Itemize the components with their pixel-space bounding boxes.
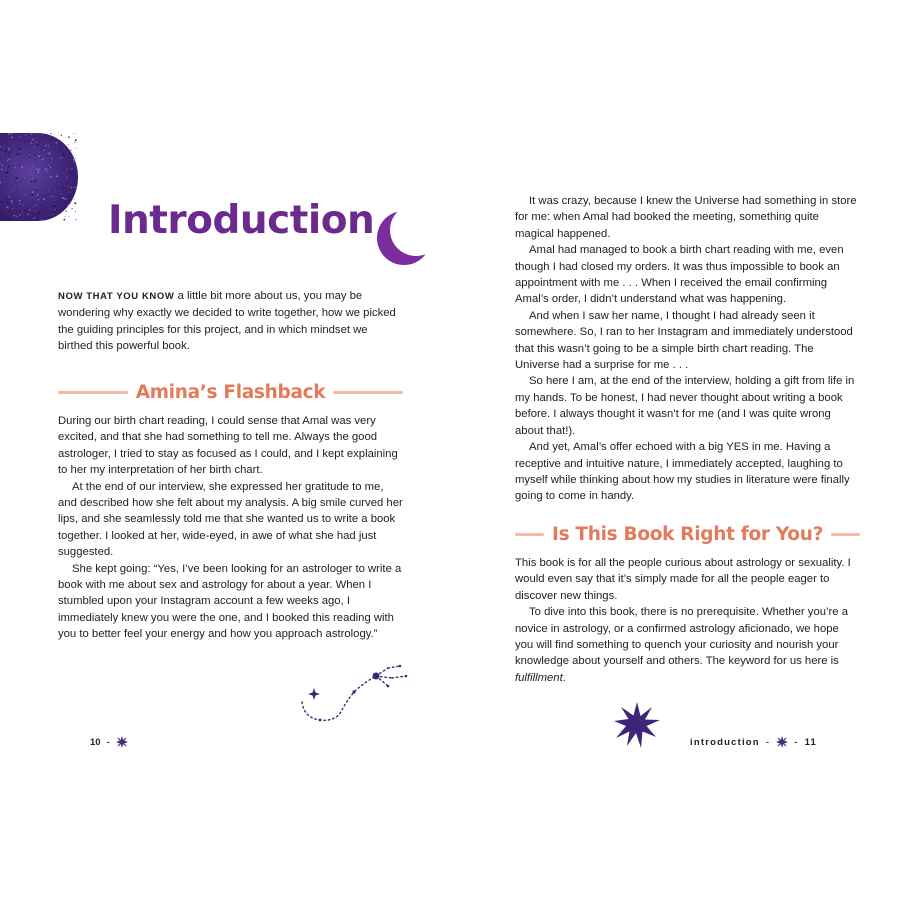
glitter-speck	[7, 207, 9, 209]
glitter-speck	[74, 178, 75, 179]
glitter-speck	[36, 204, 37, 205]
glitter-speck	[71, 208, 73, 210]
glitter-speck	[50, 176, 52, 178]
glitter-speck	[56, 142, 58, 144]
glitter-speck	[38, 169, 40, 171]
glitter-speck	[19, 217, 20, 218]
glitter-speck	[2, 155, 3, 156]
glitter-speck	[21, 144, 22, 145]
glitter-speck	[51, 133, 52, 134]
glitter-speck	[15, 163, 16, 164]
section-heading-label: Is This Book Right for You?	[552, 524, 823, 545]
glitter-speck	[50, 209, 51, 210]
glitter-speck	[16, 216, 17, 217]
paragraph-fulfillment	[515, 604, 860, 686]
glitter-speck	[36, 168, 37, 169]
glitter-speck	[6, 176, 7, 177]
glitter-speck	[32, 191, 34, 193]
glitter-speck	[31, 180, 32, 181]
glitter-speck	[35, 171, 36, 172]
glitter-speck	[44, 191, 45, 192]
right-body-bottom	[515, 555, 860, 686]
glitter-speck	[59, 197, 61, 199]
crescent-moon-icon	[376, 203, 434, 269]
glitter-speck	[12, 190, 13, 191]
glitter-speck	[61, 194, 62, 195]
glitter-speck	[69, 192, 70, 193]
glitter-speck	[31, 194, 33, 196]
glitter-speck	[34, 181, 36, 183]
page-footer-left	[90, 736, 128, 748]
glitter-speck	[70, 199, 71, 200]
glitter-speck	[4, 198, 6, 200]
glitter-speck	[22, 212, 23, 213]
glitter-speck	[8, 155, 10, 157]
glitter-speck	[0, 182, 1, 184]
star-icon	[776, 736, 788, 748]
glitter-speck	[13, 215, 14, 216]
glitter-speck	[66, 135, 67, 136]
heading-rule-left	[515, 533, 544, 536]
heading-rule-right	[333, 391, 403, 394]
glitter-speck	[74, 199, 75, 200]
glitter-speck	[43, 198, 45, 200]
glitter-speck	[34, 153, 35, 154]
glitter-speck	[34, 217, 36, 219]
lead-text: a little bit more about us, you may be wondering why exactly we decided to write together, how we picked the guiding principles for this project, and in which mindset we birthed this powerful book.	[58, 290, 396, 353]
glitter-speck	[47, 145, 48, 146]
glitter-speck	[9, 147, 10, 148]
glitter-speck	[30, 158, 31, 159]
glitter-speck	[36, 142, 37, 143]
glitter-speck	[11, 219, 12, 220]
glitter-speck	[34, 214, 36, 216]
glitter-speck	[76, 219, 77, 220]
footer-dash: -	[794, 736, 799, 748]
glitter-speck	[16, 154, 17, 155]
glitter-speck	[45, 171, 46, 172]
glitter-speck	[26, 163, 27, 164]
glitter-speck	[42, 158, 44, 160]
glitter-speck	[67, 169, 68, 170]
glitter-speck	[37, 194, 39, 196]
section-heading-aminas-flashback	[58, 382, 403, 403]
lead-runin: NOW THAT YOU KNOW	[58, 291, 175, 302]
paragraph: During our birth chart reading, I could sense that Amal was very excited, and that she had something to tell me. Always the good astrologer, I tried to stay as focused as I could, and I kept explaining to her my interpretation of her birth chart.	[58, 415, 398, 477]
glitter-speck	[22, 204, 23, 205]
paragraph: And when I saw her name, I thought I had already seen it somewhere. So, I ran to her Instagram and immediately understood that this wasn’t going to be a simple birth chart reading. The Universe had a surprise for me . . .	[515, 309, 853, 372]
glitter-speck	[68, 216, 69, 217]
paragraph: So here I am, at the end of the interview, holding a gift from life in my hands. To be honest, I had never thought about writing a book before. I always thought it wasn’t for me (and I was quite wrong about that!).	[515, 375, 855, 437]
glitter-speck	[61, 135, 62, 136]
glitter-speck	[45, 145, 47, 147]
glitter-speck	[8, 152, 9, 153]
glitter-speck	[3, 147, 4, 148]
glitter-speck	[17, 216, 18, 217]
glitter-speck	[19, 203, 21, 205]
glitter-speck	[46, 166, 47, 167]
glitter-speck	[65, 210, 67, 212]
glitter-speck	[76, 165, 78, 167]
glitter-speck	[76, 173, 77, 174]
glitter-speck	[17, 199, 18, 200]
running-head: introduction	[690, 736, 760, 748]
glitter-speck	[56, 215, 57, 216]
glitter-speck	[73, 133, 74, 134]
glitter-speck	[40, 216, 41, 217]
glitter-speck	[40, 205, 42, 207]
glitter-speck	[27, 213, 29, 215]
glitter-speck	[47, 141, 48, 142]
glitter-speck	[29, 209, 31, 211]
glitter-speck	[32, 139, 33, 140]
glitter-speck	[56, 175, 58, 177]
glitter-speck	[11, 202, 12, 203]
glitter-speck	[13, 217, 14, 218]
glitter-speck	[16, 177, 18, 179]
glitter-speck	[8, 148, 10, 150]
glitter-speck	[47, 170, 48, 171]
glitter-speck	[0, 146, 1, 148]
glitter-speck	[5, 151, 7, 153]
glitter-speck	[31, 142, 32, 143]
glitter-speck	[54, 192, 55, 193]
glitter-speck	[63, 186, 64, 187]
glitter-speck	[36, 169, 37, 170]
glitter-speck	[70, 149, 72, 151]
glitter-speck	[16, 210, 17, 211]
glitter-speck	[26, 155, 27, 156]
glitter-speck	[37, 137, 38, 138]
glitter-speck	[67, 183, 68, 184]
glitter-speck	[49, 190, 50, 191]
glitter-speck	[15, 182, 16, 183]
paragraph: Amal had managed to book a birth chart reading with me, even though I had closed my orders. It was thus impossible to book an appointment with me . . . When I received the email confirming Amal’s order, I didn’t understand what was happening.	[515, 244, 844, 306]
paragraph: She kept going: “Yes, I’ve been looking for an astrologer to write a book with me about sex and astrology for about a year. When I stumbled upon your Instagram account a few weeks ago, I immediately knew you were the one, and I booked this reading with you to better feel your energy and how you approach astrology.”	[58, 562, 402, 641]
glitter-speck	[36, 196, 37, 197]
glitter-speck	[31, 133, 32, 134]
glitter-speck	[14, 167, 16, 169]
glitter-speck	[65, 216, 66, 217]
glitter-speck	[18, 174, 19, 175]
glitter-speck	[38, 199, 39, 200]
glitter-speck	[62, 197, 64, 199]
glitter-speck	[25, 188, 26, 189]
glitter-speck	[25, 210, 27, 212]
glitter-speck	[43, 149, 45, 151]
glitter-speck	[69, 173, 70, 174]
glitter-speck	[37, 182, 38, 183]
glitter-speck	[10, 185, 11, 186]
constellation-icon	[296, 662, 412, 730]
glitter-speck	[11, 133, 13, 134]
glitter-speck	[8, 196, 9, 197]
glitter-speck	[7, 149, 8, 150]
glitter-speck	[41, 178, 43, 180]
glitter-speck	[71, 187, 73, 189]
glitter-speck	[69, 183, 70, 184]
glitter-speck	[53, 205, 55, 207]
section-heading-is-this-book-right	[515, 524, 860, 545]
glitter-speck	[49, 215, 50, 216]
glitter-speck	[54, 134, 55, 135]
glitter-speck	[36, 133, 37, 134]
glitter-speck	[40, 207, 41, 208]
glitter-speck	[34, 197, 35, 198]
glitter-speck	[74, 202, 76, 204]
paragraph: At the end of our interview, she expressed her gratitude to me, and described how she felt about my analysis. A big smile curved her lips, and she seamlessly told me that she wanted us to write a book together. I looked at her, wide-eyed, in awe of what she had just suggested.	[58, 480, 403, 559]
glitter-speck	[34, 154, 36, 156]
glitter-speck	[42, 135, 43, 136]
glitter-speck	[62, 169, 63, 170]
glitter-speck	[11, 200, 13, 202]
glitter-speck	[32, 206, 33, 207]
glitter-speck	[8, 166, 10, 168]
glitter-speck	[51, 196, 53, 198]
glitter-speck	[37, 144, 39, 146]
glitter-speck	[1, 165, 2, 166]
glitter-speck	[40, 170, 41, 171]
glitter-speck	[17, 180, 19, 182]
glitter-speck	[33, 208, 34, 209]
glitter-speck	[75, 187, 76, 188]
glitter-speck	[19, 148, 21, 150]
glitter-speck	[3, 152, 4, 153]
star-icon	[614, 702, 660, 748]
glitter-speck	[49, 167, 51, 169]
heading-rule-left	[58, 391, 128, 394]
glitter-speck	[48, 153, 50, 155]
glitter-speck	[4, 142, 5, 143]
glitter-speck	[63, 219, 65, 221]
glitter-speck	[19, 214, 21, 216]
glitter-speck	[45, 195, 46, 196]
glitter-speck	[74, 142, 75, 143]
glitter-speck	[75, 158, 76, 159]
glitter-speck	[76, 148, 77, 149]
glitter-speck	[35, 190, 36, 191]
glitter-speck	[33, 181, 34, 182]
glitter-speck	[21, 166, 23, 168]
glitter-speck	[55, 189, 56, 190]
heading-rule-right	[831, 533, 860, 536]
glitter-speck	[0, 163, 1, 164]
glitter-speck	[8, 158, 10, 160]
glitter-speck	[2, 163, 3, 164]
glitter-speck	[25, 194, 26, 195]
paragraph-text: To dive into this book, there is no prerequisite. Whether you’re a novice in astrology, or a confirmed astrology aficionado, we hope you will find something to quench your curiosity and nourish your knowledge about yourself and others. The keyword for us here is	[515, 606, 848, 668]
glitter-speck	[69, 163, 70, 164]
glitter-speck	[30, 180, 31, 181]
glitter-speck	[47, 140, 48, 141]
glitter-speck	[20, 184, 21, 185]
glitter-speck	[67, 205, 68, 206]
glitter-speck	[25, 134, 26, 135]
glitter-speck	[40, 157, 41, 158]
glitter-speck	[33, 177, 34, 178]
paragraph-period: .	[562, 671, 566, 684]
glitter-speck	[18, 153, 20, 155]
glitter-speck	[13, 159, 14, 160]
glitter-speck	[56, 147, 57, 148]
glitter-speck	[51, 158, 53, 160]
glitter-speck	[1, 201, 3, 203]
flashback-body	[58, 413, 403, 643]
glitter-speck	[60, 157, 62, 159]
glitter-speck	[21, 151, 22, 152]
glitter-speck	[8, 133, 10, 135]
glitter-speck	[49, 152, 51, 154]
glitter-speck	[33, 166, 34, 167]
glitter-speck	[42, 183, 43, 184]
paragraph: This book is for all the people curious about astrology or sexuality. I would even say that it’s simply made for all the people eager to discover new things.	[515, 557, 851, 602]
intro-lead-paragraph	[58, 288, 403, 355]
glitter-speck	[4, 145, 5, 146]
glitter-speck	[21, 187, 22, 188]
footer-dash: -	[765, 736, 771, 748]
glitter-speck	[76, 133, 77, 134]
page-number: 11	[804, 736, 818, 748]
glitter-speck	[41, 219, 42, 220]
glitter-speck	[41, 162, 42, 163]
glitter-speck	[30, 152, 31, 153]
glitter-speck	[7, 162, 8, 163]
glitter-speck	[56, 161, 57, 162]
glitter-speck	[19, 200, 21, 202]
glitter-speck	[64, 148, 65, 149]
glitter-speck	[55, 209, 56, 210]
glitter-speck	[64, 186, 65, 187]
glitter-speck	[38, 212, 40, 214]
glitter-speck	[32, 214, 33, 215]
glitter-speck	[45, 168, 47, 170]
glitter-speck	[24, 141, 26, 143]
left-page	[0, 0, 457, 915]
glitter-speck	[4, 210, 5, 211]
glitter-speck	[1, 169, 3, 171]
glitter-speck	[50, 146, 52, 148]
right-body-top	[515, 193, 860, 505]
star-icon	[116, 736, 128, 748]
glitter-speck	[70, 203, 71, 204]
glitter-speck	[34, 146, 35, 147]
glitter-speck	[11, 136, 12, 137]
page-title: Introduction	[108, 198, 375, 243]
footer-dash: -	[106, 736, 110, 748]
glitter-speck	[29, 154, 30, 155]
glitter-speck	[7, 160, 8, 161]
glitter-speck	[59, 191, 60, 192]
glitter-speck	[47, 155, 48, 156]
glitter-speck	[52, 214, 53, 215]
glitter-speck	[66, 177, 68, 179]
glitter-speck	[38, 155, 40, 157]
glitter-speck	[75, 211, 76, 212]
glitter-speck	[76, 170, 78, 172]
glitter-circle-icon	[0, 133, 78, 221]
glitter-speck	[3, 164, 4, 165]
glitter-speck	[53, 200, 54, 201]
glitter-speck	[9, 184, 10, 185]
glitter-speck	[20, 163, 21, 164]
glitter-speck	[13, 179, 14, 180]
glitter-speck	[39, 152, 40, 153]
paragraph: It was crazy, because I knew the Universe had something in store for me: when Amal had booked the meeting, something quite magical happened.	[515, 195, 857, 240]
glitter-speck	[35, 179, 37, 181]
paragraph: And yet, Amal’s offer echoed with a big YES in me. Having a receptive and intuitive nature, I immediately accepted, laughing to myself while thinking about how my studies in literature were finally going to come in handy.	[515, 441, 850, 503]
glitter-speck	[73, 161, 75, 163]
glitter-speck	[61, 145, 62, 146]
glitter-speck	[48, 167, 50, 169]
glitter-speck	[71, 168, 73, 170]
glitter-speck	[36, 155, 37, 156]
section-heading-label: Amina’s Flashback	[135, 382, 326, 403]
glitter-speck	[60, 194, 61, 195]
glitter-speck	[35, 218, 37, 220]
glitter-speck	[75, 139, 77, 141]
glitter-speck	[68, 186, 69, 187]
glitter-speck	[54, 180, 55, 181]
glitter-speck	[48, 145, 50, 147]
glitter-speck	[28, 140, 29, 141]
glitter-speck	[73, 159, 75, 161]
page-footer-right	[690, 736, 817, 748]
glitter-speck	[24, 178, 25, 179]
glitter-speck	[63, 153, 65, 155]
glitter-speck	[17, 175, 18, 176]
emphasis-keyword: fulfillment	[515, 671, 563, 684]
glitter-speck	[50, 139, 51, 140]
glitter-speck	[11, 136, 13, 138]
glitter-speck	[64, 198, 66, 200]
glitter-speck	[48, 165, 49, 166]
glitter-speck	[20, 136, 22, 138]
glitter-speck	[12, 208, 13, 209]
glitter-speck	[29, 156, 30, 157]
glitter-speck	[37, 171, 39, 173]
glitter-speck	[24, 135, 25, 136]
page-number: 10	[90, 736, 101, 748]
glitter-speck	[7, 202, 9, 204]
glitter-speck	[5, 172, 7, 174]
glitter-speck	[68, 144, 69, 145]
glitter-speck	[68, 136, 70, 138]
